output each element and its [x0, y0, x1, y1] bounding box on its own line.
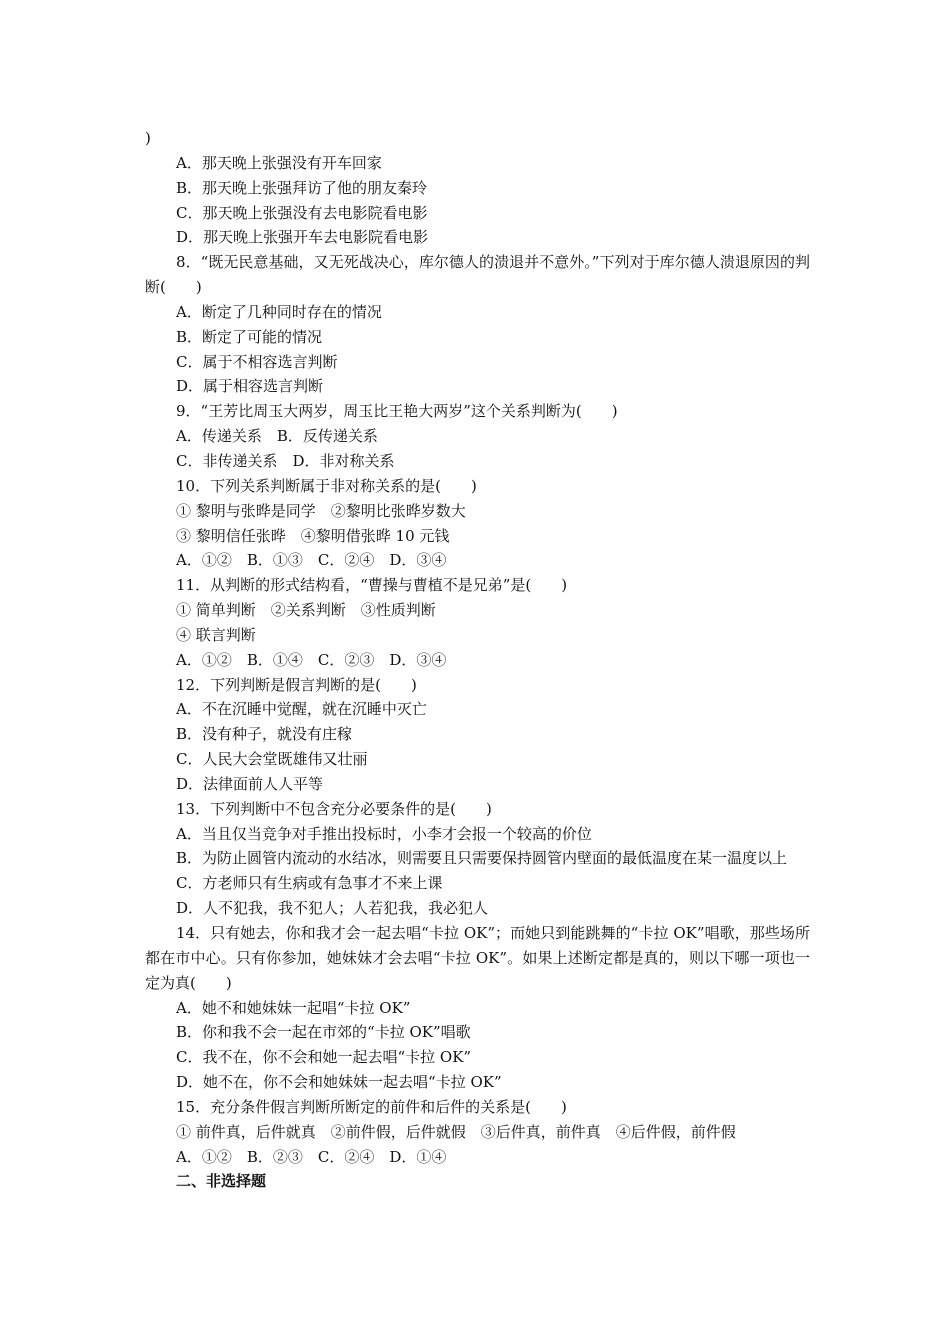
option-line: B．断定了可能的情况 [176, 327, 323, 346]
option-line: A．①② B．①③ C．②④ D．③④ [176, 551, 447, 570]
option-line: ① 黎明与张晔是同学 ②黎明比张晔岁数大 [176, 501, 466, 520]
option-line: A．①② B．②③ C．②④ D．①④ [176, 1147, 447, 1166]
option-line: ① 简单判断 ②关系判断 ③性质判断 [176, 601, 436, 620]
option-line: D．那天晚上张强开车去电影院看电影 [176, 228, 429, 247]
question-14: 14．只有她去，你和我才会一起去唱“卡拉 OK”；而她只到能跳舞的“卡拉 OK”唱歌，那些场所都在市中心。只有你参加，她妹妹才会去唱“卡拉 OK”。如果上述断定都是真的，则以下哪一项也一定为真( ) [145, 924, 810, 992]
option-line: A．不在沉睡中觉醒，就在沉睡中灭亡 [176, 700, 427, 719]
question-9: 9．“王芳比周玉大两岁，周玉比王艳大两岁”这个关系判断为( ) [176, 402, 618, 421]
option-line: A．当且仅当竞争对手推出投标时，小李才会报一个较高的价位 [176, 824, 592, 843]
option-line: A．她不和她妹妹一起唱“卡拉 OK” [176, 998, 411, 1017]
option-line: D．她不在，你不会和她妹妹一起去唱“卡拉 OK” [176, 1073, 502, 1092]
option-line: C．方老师只有生病或有急事才不来上课 [176, 874, 443, 893]
question-11: 11．从判断的形式结构看，“曹操与曹植不是兄弟”是( ) [176, 576, 568, 595]
option-line: C．人民大会堂既雄伟又壮丽 [176, 750, 368, 769]
option-line: D．人不犯我，我不犯人；人若犯我，我必犯人 [176, 899, 489, 918]
option-line: A．那天晚上张强没有开车回家 [176, 153, 382, 172]
section-heading: 二、非选择题 [176, 1172, 267, 1191]
option-line: A．传递关系 B．反传递关系 [176, 427, 378, 446]
question-12: 12．下列判断是假言判断的是( ) [176, 675, 417, 694]
option-line: C．属于不相容选言判断 [176, 352, 338, 371]
question-8: 8．“既无民意基础，又无死战决心，库尔德人的溃退并不意外。”下列对于库尔德人溃退原因的判断( ) [145, 253, 810, 297]
option-line: D．属于相容选言判断 [176, 377, 324, 396]
option-line: ① 前件真，后件就真 ②前件假，后件就假 ③后件真，前件真 ④后件假，前件假 [176, 1122, 736, 1141]
option-line: A．①② B．①④ C．②③ D．③④ [176, 650, 447, 669]
option-line: C．我不在，你不会和她一起去唱“卡拉 OK” [176, 1048, 472, 1067]
document-page [145, 126, 810, 1194]
question-13: 13．下列判断中不包含充分必要条件的是( ) [176, 799, 492, 818]
option-line: D．法律面前人人平等 [176, 774, 324, 793]
option-line: A．断定了几种同时存在的情况 [176, 302, 382, 321]
option-line: C．那天晚上张强没有去电影院看电影 [176, 203, 428, 222]
option-line: B．没有种子，就没有庄稼 [176, 725, 353, 744]
option-line: B．那天晚上张强拜访了他的朋友秦玲 [176, 178, 428, 197]
option-line: ③ 黎明信任张晔 ④黎明借张晔 10 元钱 [176, 526, 450, 545]
option-line: B．为防止圆管内流动的水结冰，则需要且只需要保持圆管内壁面的最低温度在某一温度以上 [176, 849, 788, 868]
option-line: ④ 联言判断 [176, 625, 256, 644]
question-10: 10．下列关系判断属于非对称关系的是( ) [176, 476, 477, 495]
option-line: C．非传递关系 D．非对称关系 [176, 451, 395, 470]
text-line: ) [145, 129, 151, 147]
option-line: B．你和我不会一起在市郊的“卡拉 OK”唱歌 [176, 1023, 471, 1042]
question-15: 15．充分条件假言判断所断定的前件和后件的关系是( ) [176, 1097, 567, 1116]
